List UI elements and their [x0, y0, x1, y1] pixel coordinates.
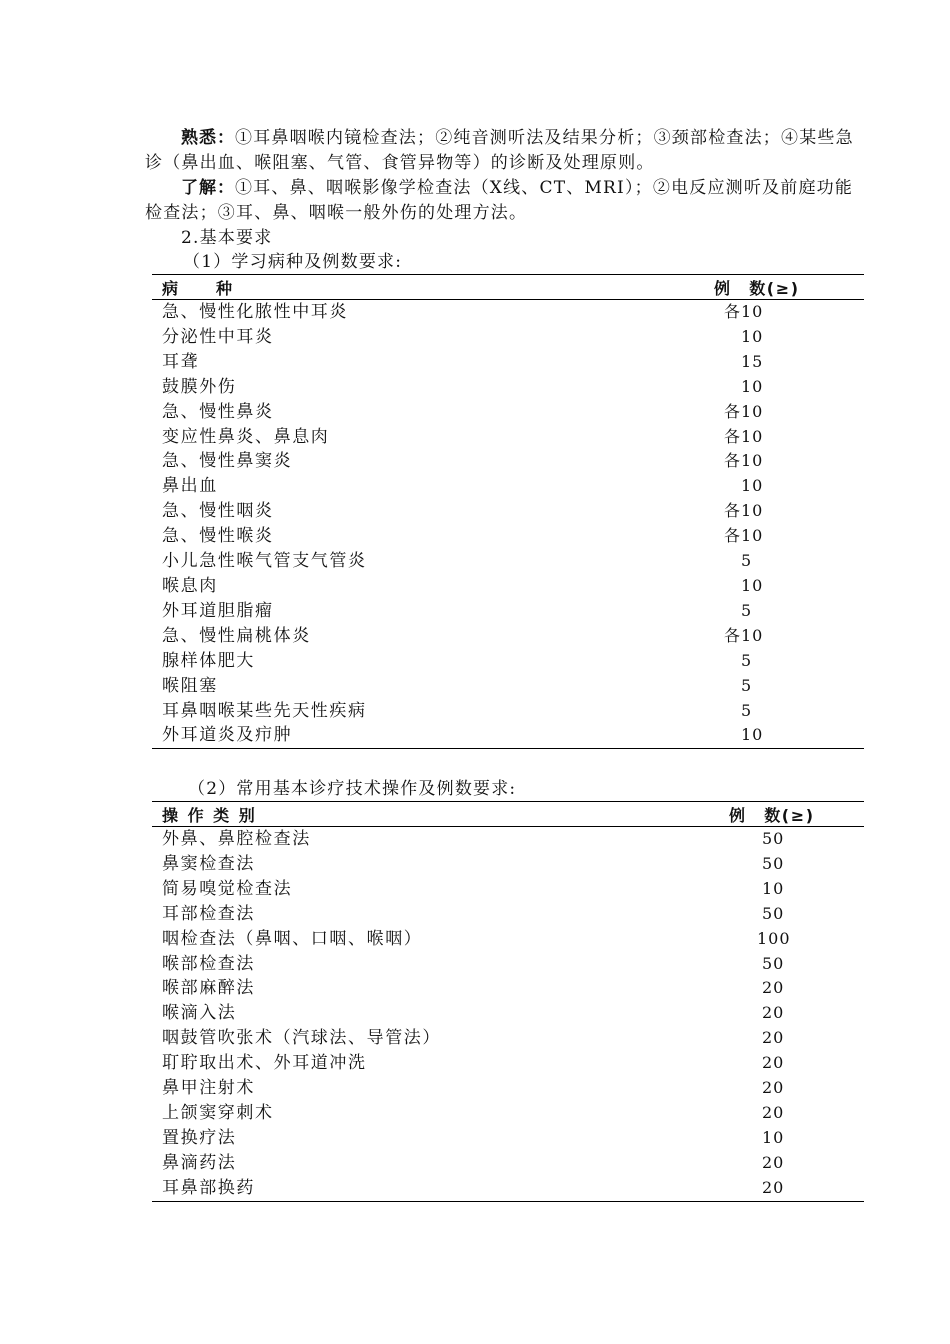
- row-count-cell: 20: [762, 1028, 785, 1048]
- row-count-cell: 10: [741, 376, 764, 396]
- row-name-cell: 喉部麻醉法: [162, 978, 255, 999]
- table-row: [152, 1051, 864, 1076]
- row-count-cell: 5: [741, 700, 753, 720]
- row-count-cell: 20: [727, 1176, 864, 1201]
- table-row: [152, 902, 864, 927]
- row-name-cell: 变应性鼻炎、鼻息肉: [162, 426, 330, 447]
- row-count-cell: 20: [762, 1078, 785, 1098]
- table-row: [152, 1076, 864, 1101]
- procedure-requirements-table: [152, 801, 864, 1202]
- row-name-cell: 简易嗅觉检查法: [162, 878, 293, 899]
- row-count-cell: 20: [762, 1102, 785, 1122]
- row-name-cell: 鼓膜外伤: [162, 376, 237, 397]
- table2-caption: （2）常用基本诊疗技术操作及例数要求:: [188, 779, 517, 799]
- table-row: [152, 1151, 864, 1176]
- row-name-cell: 鼻滴药法: [162, 1152, 237, 1173]
- row-name-cell: 小儿急性喉气管支气管炎: [162, 551, 367, 572]
- table-row: [152, 723, 864, 748]
- row-name-cell: 外鼻、鼻腔检查法: [162, 829, 311, 849]
- row-count-cell: 10: [741, 476, 764, 496]
- row-count-cell: 10: [762, 1127, 785, 1147]
- table-row: [152, 674, 864, 699]
- row-count-cell: 5: [741, 600, 753, 620]
- row-name-cell: 上颌窦穿刺术: [162, 1102, 274, 1123]
- table-row: [152, 499, 864, 524]
- row-name-cell: 置换疗法: [162, 1127, 237, 1148]
- familiar-paragraph: [145, 126, 865, 176]
- row-name-cell: 鼻甲注射术: [162, 1078, 255, 1099]
- table-row: [152, 1026, 864, 1051]
- row-name-cell: 喉阻塞: [162, 675, 218, 696]
- column-header-disease: 病 种: [152, 275, 712, 300]
- row-name-cell: 耳鼻部换药: [152, 1176, 727, 1201]
- table-row: [152, 877, 864, 902]
- table-row: [152, 1001, 864, 1026]
- table-row: [152, 699, 864, 724]
- table-row: [152, 1101, 864, 1126]
- row-count-cell: 50: [762, 829, 785, 848]
- row-name-cell: 外耳道胆脂瘤: [162, 600, 274, 621]
- row-name-cell: 咽鼓管吹张术（汽球法、导管法）: [162, 1028, 441, 1049]
- familiar-label: 熟悉：: [181, 128, 235, 148]
- row-name-cell: 咽检查法（鼻咽、口咽、喉咽）: [162, 928, 423, 949]
- table-row: [152, 425, 864, 450]
- understand-text: ①耳、鼻、咽喉影像学检查法（X线、CT、MRI）；②电反应测听及前庭功能检查法；③耳、鼻、咽喉一般外伤的处理方法。: [145, 178, 854, 223]
- row-count-cell: 各10: [724, 451, 764, 471]
- row-name-cell: 鼻窦检查法: [162, 853, 255, 874]
- table-row: [152, 449, 864, 474]
- table-row: [152, 827, 864, 852]
- row-count-cell: 10: [741, 326, 764, 346]
- row-name-cell: 急、慢性化脓性中耳炎: [162, 302, 348, 322]
- row-name-cell: 喉息肉: [162, 575, 218, 596]
- row-count-cell: 50: [762, 953, 785, 973]
- row-name-cell: 喉滴入法: [162, 1003, 237, 1024]
- row-count-cell: 50: [762, 903, 785, 923]
- row-name-cell: 外耳道炎及疖肿: [152, 723, 712, 748]
- table-row: [152, 574, 864, 599]
- table-row: [152, 852, 864, 877]
- table-row: [152, 1126, 864, 1151]
- row-name-cell: 耳鼻咽喉某些先天性疾病: [162, 700, 367, 721]
- table-row: [152, 474, 864, 499]
- row-name-cell: 急、慢性喉炎: [162, 526, 274, 547]
- row-count-cell: 10: [712, 723, 864, 748]
- disease-requirements-table: [152, 274, 864, 749]
- table-row: [152, 300, 864, 325]
- row-count-cell: 20: [762, 978, 785, 998]
- row-count-cell: 各10: [724, 426, 764, 446]
- table1-caption: （1）学习病种及例数要求:: [183, 252, 403, 272]
- understand-paragraph: [145, 176, 865, 226]
- row-count-cell: 20: [762, 1003, 785, 1023]
- row-name-cell: 喉部检查法: [162, 953, 255, 974]
- table-row: [152, 624, 864, 649]
- column-header-procedure: 操 作 类 别: [152, 802, 727, 827]
- table-row: [152, 927, 864, 952]
- row-name-cell: 分泌性中耳炎: [162, 326, 274, 347]
- row-name-cell: 耳部检查法: [162, 903, 255, 924]
- row-count-cell: 各10: [724, 625, 764, 645]
- table-row: [152, 1176, 864, 1201]
- table-row: [152, 976, 864, 1001]
- table-row: [152, 400, 864, 425]
- row-count-cell: 5: [741, 650, 753, 670]
- table-header-row: [152, 802, 864, 827]
- row-count-cell: 5: [741, 551, 753, 571]
- row-count-cell: 100: [757, 928, 791, 948]
- row-count-cell: 15: [741, 351, 764, 371]
- row-name-cell: 急、慢性咽炎: [162, 501, 274, 522]
- row-count-cell: 5: [741, 675, 753, 695]
- row-name-cell: 耵聍取出术、外耳道冲洗: [162, 1053, 367, 1074]
- table-row: [152, 375, 864, 400]
- row-count-cell: 50: [762, 853, 785, 873]
- row-name-cell: 耳聋: [162, 351, 200, 372]
- row-name-cell: 腺样体肥大: [162, 650, 255, 671]
- row-count-cell: 各10: [724, 526, 764, 546]
- row-name-cell: 鼻出血: [162, 476, 218, 497]
- row-name-cell: 急、慢性鼻窦炎: [162, 451, 293, 472]
- table-row: [152, 649, 864, 674]
- row-name-cell: 急、慢性扁桃体炎: [162, 625, 311, 646]
- table-row: [152, 325, 864, 350]
- row-count-cell: 10: [762, 878, 785, 898]
- column-header-count: 例 数(≥): [712, 275, 864, 300]
- row-name-cell: 急、慢性鼻炎: [162, 401, 274, 422]
- table-header-row: [152, 275, 864, 300]
- table-row: [152, 599, 864, 624]
- row-count-cell: 20: [762, 1053, 785, 1073]
- column-header-count: 例 数(≥): [727, 802, 864, 827]
- row-count-cell: 各10: [724, 401, 764, 421]
- row-count-cell: 各10: [724, 302, 764, 321]
- understand-label: 了解：: [181, 178, 235, 198]
- row-count-cell: 10: [741, 575, 764, 595]
- row-count-cell: 20: [762, 1152, 785, 1172]
- table-row: [152, 952, 864, 977]
- section-title: 2.基本要求: [181, 228, 273, 248]
- table-row: [152, 549, 864, 574]
- familiar-text: ①耳鼻咽喉内镜检查法；②纯音测听法及结果分析；③颈部检查法；④某些急诊（鼻出血、喉阻塞、气管、食管异物等）的诊断及处理原则。: [145, 128, 854, 173]
- table-row: [152, 524, 864, 549]
- table-row: [152, 350, 864, 375]
- row-count-cell: 各10: [724, 501, 764, 521]
